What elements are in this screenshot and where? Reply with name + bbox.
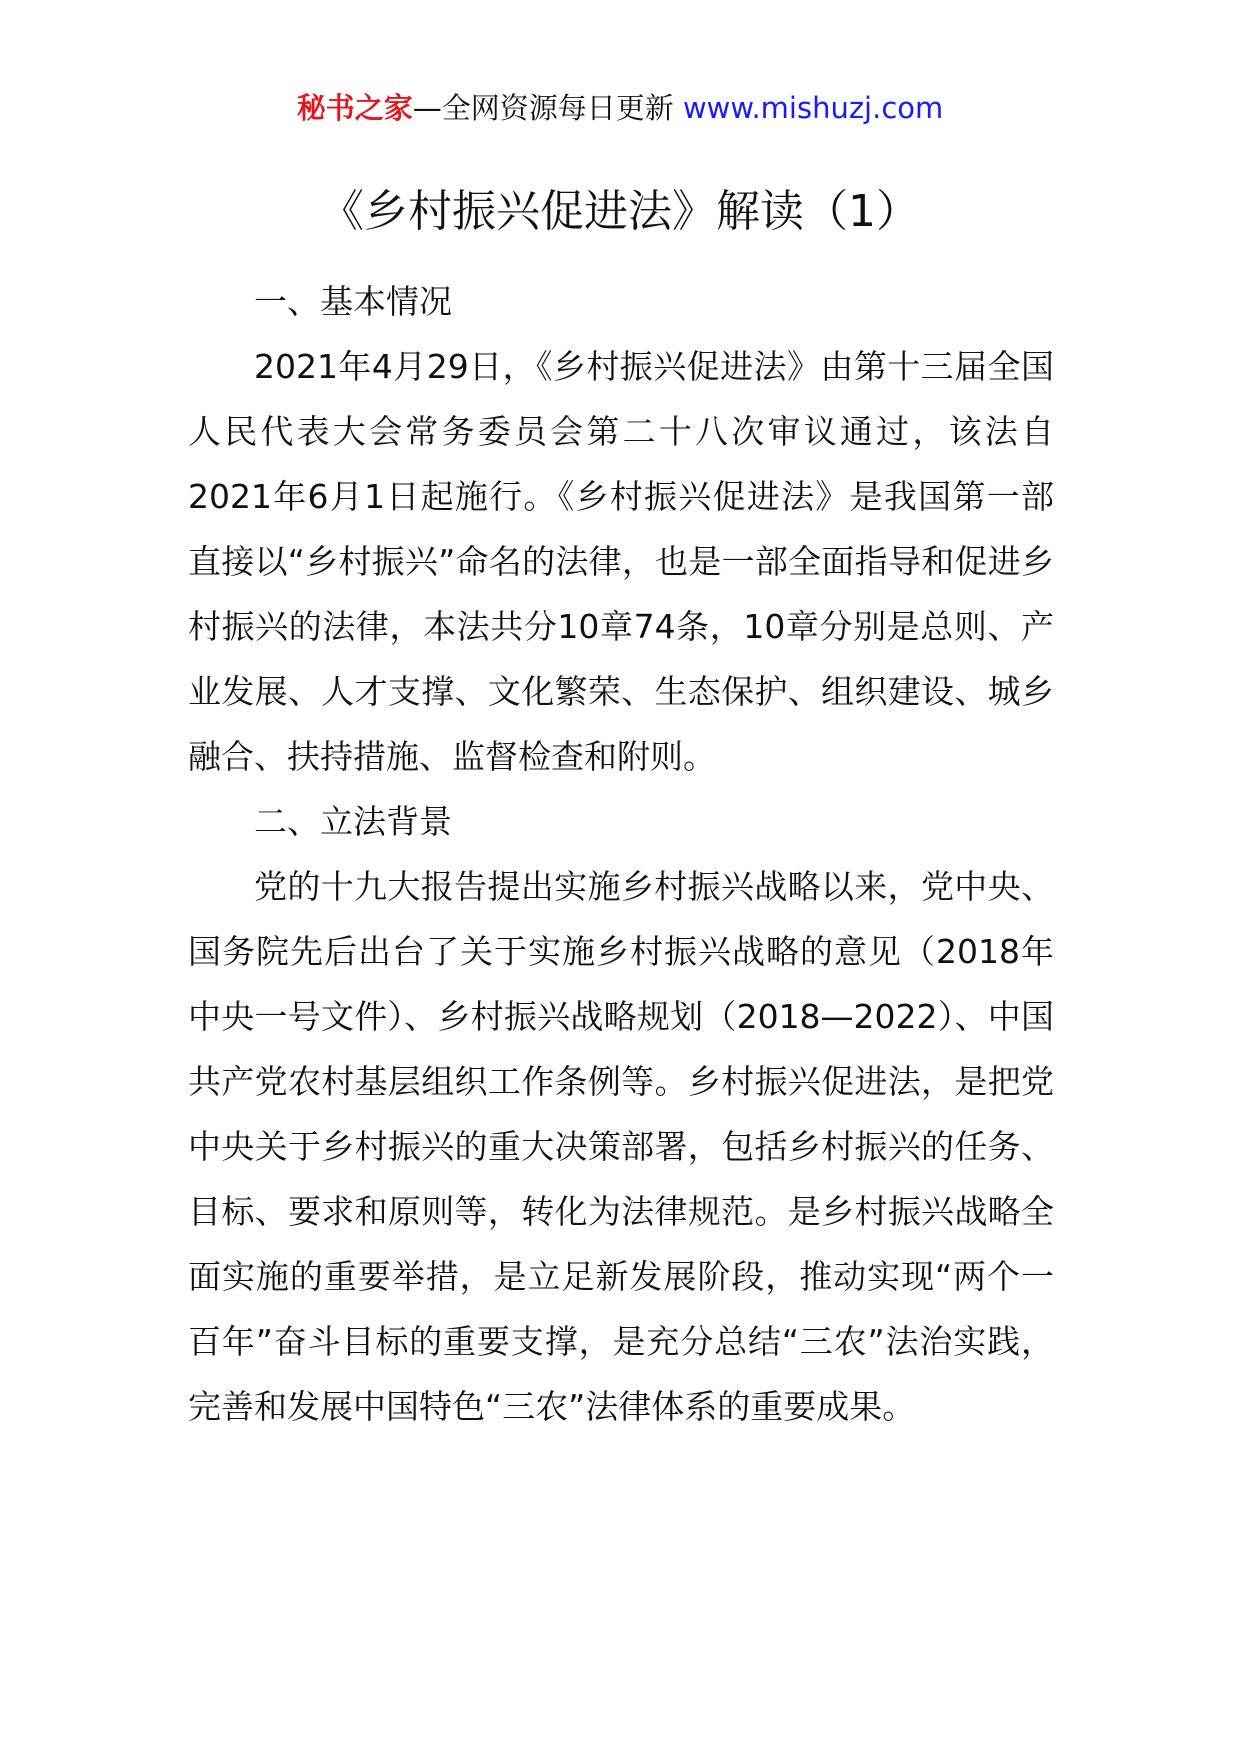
paragraph-background: 党的十九大报告提出实施乡村振兴战略以来，党中央、国务院先后出台了关于实施乡村振兴战略的意见（2018年中央一号文件）、乡村振兴战略规划（2018—2022）、中国共产党农村基层组织工作条例等。乡村振兴促进法，是把党中央关于乡村振兴的重大决策部署，包括乡村振兴的任务、目标、要求和原则等，转化为法律规范。是乡村振兴战略全面实施的重要举措，是立足新发展阶段，推动实现“两个一百年”奋斗目标的重要支撑，是充分总结“三农”法治实践，完善和发展中国特色“三农”法律体系的重要成果。 [188, 867, 1054, 1426]
section-heading-basic-info: 一、基本情况 [254, 282, 452, 321]
page-header [0, 88, 1240, 128]
document-title: 《乡村振兴促进法》解读（1） [320, 186, 920, 237]
header-tagline: —全网资源每日更新 [412, 91, 683, 125]
brand-name: 秘书之家 [296, 91, 413, 125]
section-heading-background: 二、立法背景 [254, 802, 452, 841]
site-url-link[interactable]: www.mishuzj.com [682, 91, 944, 125]
paragraph-basic-info: 2021年4月29日，《乡村振兴促进法》由第十三届全国人民代表大会常务委员会第二十八次审议通过，该法自2021年6月1日起施行。《乡村振兴促进法》是我国第一部直接以“乡村振兴”命名的法律，也是一部全面指导和促进乡村振兴的法律，本法共分10章74条，10章分别是总则、产业发展、人才支撑、文化繁荣、生态保护、组织建设、城乡融合、扶持措施、监督检查和附则。 [188, 347, 1054, 776]
document-body [188, 269, 1054, 1439]
